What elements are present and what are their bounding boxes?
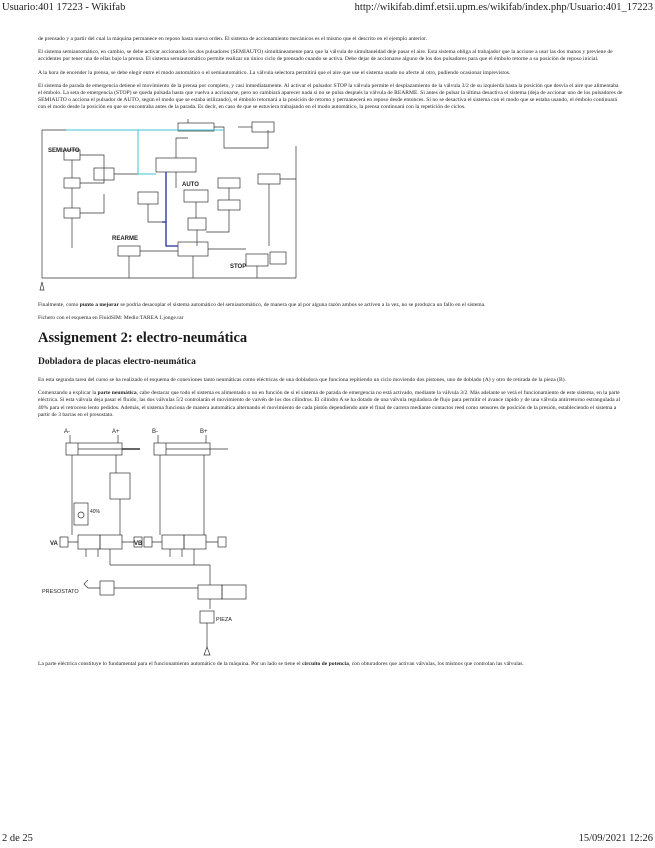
paragraph-2: El sistema semiautomático, en cambio, se debe activar accionando los dos pulsadores (SEMIAUTO) simultáneamente para que la válvula de simultaneidad deje pasar el aire. Esta sistema obliga al trabajador que la accione a usar las dos manos y previene de accidentes por tener una de ellas bajo la prensa. El sistema semiautomático permite realizar un único ciclo de prensado cuando se activa. Debe dejar de accionarse alguno de los dos pulsadores para que el émbolo retorne a su posición de reposo inicial. <box>38 49 613 63</box>
paragraph-8-text-a: Comenzando a explicar la <box>38 390 98 397</box>
label-b-minus: B- <box>152 429 158 436</box>
paragraph-9-bold: circuito de potencia <box>302 661 349 668</box>
label-pieza: PIEZA <box>216 617 232 624</box>
paragraph-5-bold: punto a mejorar <box>79 301 119 308</box>
paragraph-1: de prensado y a partir del cual la máquina permanece en reposo hasta nueva orden. El sistema de accionamiento mecánicos es el mismo que el descrito en el ejemplo anterior. <box>38 36 428 42</box>
paragraph-9-text-b: , con obturadores que activan válvulas, los mismos que controlan las válvulas. <box>348 661 524 668</box>
paragraph-5 <box>38 302 623 309</box>
press-pneumatic-diagram <box>38 118 308 296</box>
paragraph-9 <box>38 661 623 668</box>
footer-page-number: 2 de 25 <box>2 833 33 844</box>
label-auto: AUTO <box>182 181 199 188</box>
label-40pct: 40% <box>90 509 101 516</box>
label-vb: VB <box>134 541 143 548</box>
bender-pneumatic-diagram <box>38 425 248 657</box>
paragraph-6[interactable]: Fichero con el esquema en FluidSIM: Medio:TAREA 1.jonge.rar <box>38 314 184 321</box>
subsection-heading: Dobladora de placas electro-neumática <box>38 357 196 368</box>
label-b-plus: B+ <box>200 429 208 436</box>
label-presostato: PRESOSTATO <box>42 589 79 596</box>
footer-datetime: 15/09/2021 12:26 <box>578 833 653 844</box>
header-title: Usuario:401 17223 - Wikifab <box>2 2 126 13</box>
paragraph-7: En esta segunda tarea del curso se ha realizado el esquema de conexiones tanto neumáticas como eléctricas de una dobladora que funciona repitiendo un ciclo moviendo dos pistones, uno de doblado (A) y otro de retirada de la pieza (B). <box>38 377 566 384</box>
paragraph-8 <box>38 390 623 419</box>
label-semiauto: SEMIAUTO <box>48 147 80 154</box>
paragraph-9-text-a: La parte eléctrica constituye lo fundamental para el funcionamiento automático de la máquina. Por un lado se tiene el <box>38 661 303 668</box>
label-stop: STOP <box>230 263 247 270</box>
paragraph-4: El sistema de parada de emergencia detiene el movimiento de la prensa por completo, y casi inmediatamente. Al activar el pulsador STOP la válvula permite el desplazamiento de la válvula 3/2 de su izquierda hasta la posición que desvía el aire que alimentaba el émbolo. La seta de emergencia (STOP) se queda pulsada hasta que vuelva a accionarse, pero no cambiará aparecer nada si no se pulsa después la válvula de REARME. Si antes de pulsar la última desactiva el sistema (deja de accionar uno de los pulsadores de SEMIAUTO o acciona el pulsador de AUTO, según el modo que se estaba utilizando), el émbolo retornará a la posición de retorno y permanecerá en reposo desde entonces. Si no se desactiva el sistema con el modo que se estaba usando, el émbolo continuará con el modo desde la posición en que se encontraba antes de la parada. Es decir, en caso de que se estuviera trabajando en el modo automático, la prensa continuará con la repetición de ciclos. <box>38 82 623 111</box>
header-url[interactable]: http://wikifab.dimf.etsii.upm.es/wikifab/index.php/Usuario:401_17223 <box>354 2 653 13</box>
label-a-minus: A- <box>64 429 70 436</box>
label-va: VA <box>50 541 58 548</box>
paragraph-3: A la hora de encender la prensa, se debe elegir entre el modo automático o el semiautomático. La válvula selectora permitirá que el aire que use el sistema usado no afecte al otro, pudiendo ocasionar imprevistos. <box>38 69 511 76</box>
paragraph-8-bold: parte neumática <box>97 390 137 397</box>
label-a-plus: A+ <box>112 429 120 436</box>
section-heading: Assignement 2: electro-neumática <box>38 330 248 347</box>
label-rearme: REARME <box>112 235 139 242</box>
page-content <box>38 36 623 674</box>
paragraph-5-text-b: se podría desacoplar el sistema automático del semiautomático, de manera que al por alguna razón ambos se activen a la vez, no se produzca un fallo en el sistema. <box>118 301 486 308</box>
paragraph-8-text-b: , cabe destacar que todo el sistema es alimentado o no en función de si el sistema de parada de emergencia no está activado, mediante la válvula 3/2. Más adelante se verá el funcionamiento de este sistema, en la parte eléctrica. Si esta válvula deja pasar el fluido, las dos válvulas 5/2 controlarán el movimiento de vaivén de los dos cilindros. El cilindro A se ha dotado de una válvula reguladora de flujo para permitir el avance rápido y de una válvula antirretorno estrangulada al 40% para el retroceso lento pedidos. Además, el sistema funciona de manera automática alternando el movimiento de cada pistón dependiendo ante el final de carrera mediante contactos reed como sensores de posición de la presión, estableciendo el sistema a partir de 3 barras en el presostato. <box>38 390 621 418</box>
paragraph-5-text-a: Finalmente, como <box>38 301 80 308</box>
